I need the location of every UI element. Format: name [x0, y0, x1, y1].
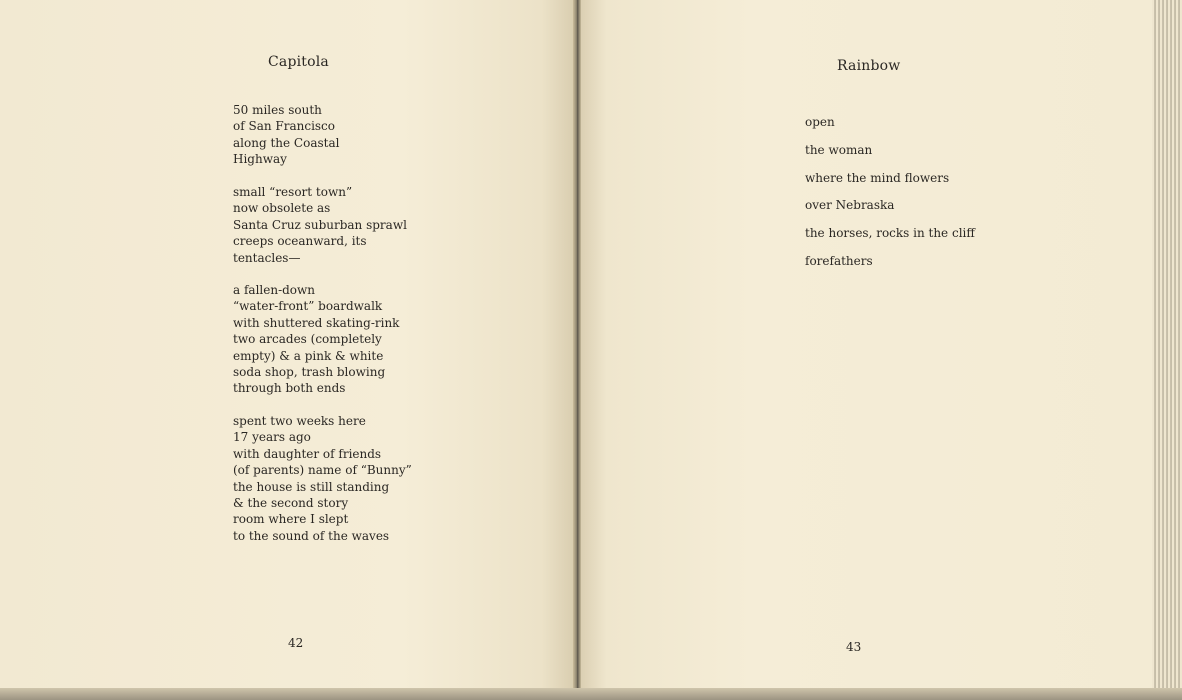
left-page	[0, 0, 576, 692]
poem-lines-rainbow	[805, 109, 975, 276]
poem-line: soda shop, trash blowing	[233, 365, 386, 380]
poem-line: through both ends	[233, 381, 346, 396]
poem-line: “water-front” boardwalk	[233, 299, 383, 314]
poem-line: along the Coastal	[233, 135, 340, 150]
poem-line: empty) & a pink & white	[233, 348, 384, 363]
poem-line: the woman	[805, 142, 873, 157]
poem-line: spent two weeks here	[233, 414, 366, 428]
poem-line: 50 miles south	[233, 103, 322, 117]
poem-line: of San Francisco	[233, 119, 336, 134]
poem-line: Santa Cruz suburban sprawl	[233, 217, 407, 232]
stanza-2	[233, 184, 407, 266]
page-number-left: 42	[288, 636, 304, 650]
poem-line: creeps oceanward, its	[233, 234, 367, 249]
book-gutter	[573, 0, 581, 700]
poem-line: the house is still standing	[233, 479, 390, 494]
poem-line: open	[805, 115, 835, 129]
poem-title-capitola: Capitola	[268, 54, 329, 70]
bottom-edge	[0, 688, 1182, 700]
poem-line: small “resort town”	[233, 185, 353, 199]
poem-line: to the sound of the waves	[233, 528, 390, 543]
poem-line: forefathers	[805, 253, 873, 268]
poem-line: & the second story	[233, 496, 349, 511]
poem-line: with daughter of friends	[233, 446, 382, 461]
stanza-3	[233, 282, 399, 397]
poem-title-rainbow: Rainbow	[837, 58, 901, 74]
page-number-right: 43	[846, 640, 862, 654]
right-page	[578, 0, 1152, 692]
poem-line: the horses, rocks in the cliff	[805, 226, 975, 241]
poem-line: (of parents) name of “Bunny”	[233, 463, 412, 478]
poem-line: two arcades (completely	[233, 332, 382, 347]
poem-line: where the mind flowers	[805, 170, 950, 185]
poem-line: with shuttered skating-rink	[233, 315, 400, 330]
poem-line: room where I slept	[233, 512, 349, 527]
poem-line: over Nebraska	[805, 198, 895, 213]
poem-line: tentacles—	[233, 250, 301, 265]
poem-line: Highway	[233, 152, 287, 167]
page-edges	[1152, 0, 1182, 700]
poem-line: a fallen-down	[233, 283, 316, 297]
stanza-1	[233, 102, 339, 168]
poem-line: 17 years ago	[233, 430, 311, 445]
stanza-4	[233, 413, 412, 544]
poem-line: now obsolete as	[233, 201, 331, 216]
